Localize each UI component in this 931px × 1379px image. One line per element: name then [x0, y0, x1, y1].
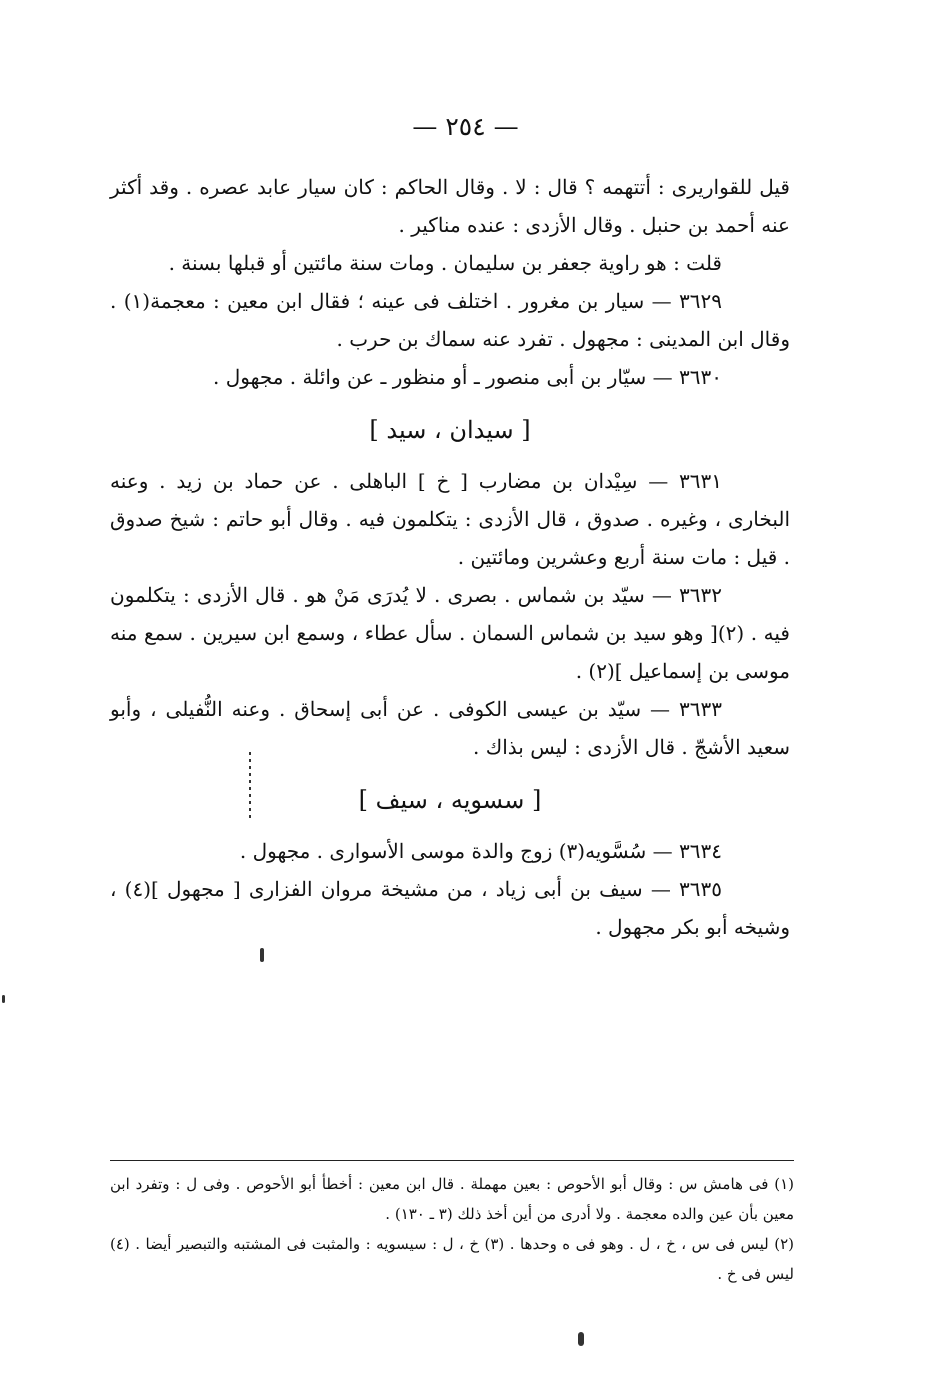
footnote: (١) فى هامش س : وقال أبو الأحوص : بعين مهملة . قال ابن معين : أخطأ أبو الأحوص . وفى ل : وتفرد ابن معين بأن عين والده معجمة . ولا أدرى من أين أخذ ذلك (٣ ـ ١٣٠) .	[110, 1175, 794, 1223]
entry-3631: ٣٦٣١ — سِيْدان بن مضارب [ خ ] الباهلى . عن حماد بن زيد . وعنه البخارى ، وغيره . صدوق ، قال الأزدى : يتكلمون فيه . وقال أبو حاتم : شيخ صدوق . قيل : مات سنة أربع وعشرين ومائتين .	[110, 469, 790, 569]
section-heading-label: [ سيدان ، سيد ]	[369, 416, 531, 444]
entry-3629: ٣٦٢٩ — سيار بن مغرور . اختلف فى عينه ؛ فقال ابن معين : معجمة(١) . وقال ابن المدينى : مجهول . تفرد عنه سماك بن حرب .	[110, 289, 790, 351]
section-heading-sasawayh	[110, 780, 790, 820]
section-heading-saydan	[110, 410, 790, 450]
section-heading-label: [ سسويه ، سيف ]	[358, 786, 542, 814]
footnotes	[110, 1160, 794, 1289]
entry-3635: ٣٦٣٥ — سيف بن أبى زياد ، من مشيخة مروان الفزارى [ مجهول ](٤) ، وشيخه أبو بكر مجهول .	[110, 877, 790, 939]
entry-3633: ٣٦٣٣ — سيّد بن عيسى الكوفى . عن أبى إسحاق . وعنه النُّفيلى ، وأبو سعيد الأشجّ . قال الأزدى : ليس بذاك .	[110, 697, 790, 759]
scan-speck	[260, 948, 264, 962]
scan-speck	[249, 752, 251, 822]
scan-speck	[578, 1332, 584, 1346]
page-number: — ٢٥٤ —	[412, 112, 519, 141]
main-text	[110, 168, 790, 946]
scan-speck	[2, 995, 5, 1003]
entry-paragraph: قلت : هو راوية جعفر بن سليمان . ومات سنة مائتين أو قبلها بسنة .	[168, 251, 722, 275]
entry-3630: ٣٦٣٠ — سيّار بن أبى منصور ـ أو منظور ـ عن وائلة . مجهول .	[213, 365, 722, 389]
entry-paragraph: قيل للقواريرى : أتتهمه ؟ قال : لا . وقال الحاكم : كان سيار عابد عصره . وقد أكثر عنه أحمد بن حنبل . وقال الأزدى : عنده مناكير .	[110, 175, 790, 237]
entry-3632: ٣٦٣٢ — سيّد بن شماس . بصرى . لا يُدرَى مَنْ هو . قال الأزدى : يتكلمون فيه . (٢)[ وهو سيد بن شماس السمان . سأل عطاء ، وسمع ابن سيرين . سمع منه موسى بن إسماعيل ](٢) .	[110, 583, 790, 683]
entry-3634: ٣٦٣٤ — سُسَّويه(٣) زوج والدة موسى الأسوارى . مجهول .	[239, 839, 722, 863]
footnote: (٢) ليس فى س ، خ ، ل . وهو فى ه وحدها . (٣) خ ، ل : سيسويه : والمثبت فى المشتبه والتبصير أيضا . (٤) ليس فى خ .	[110, 1235, 795, 1283]
